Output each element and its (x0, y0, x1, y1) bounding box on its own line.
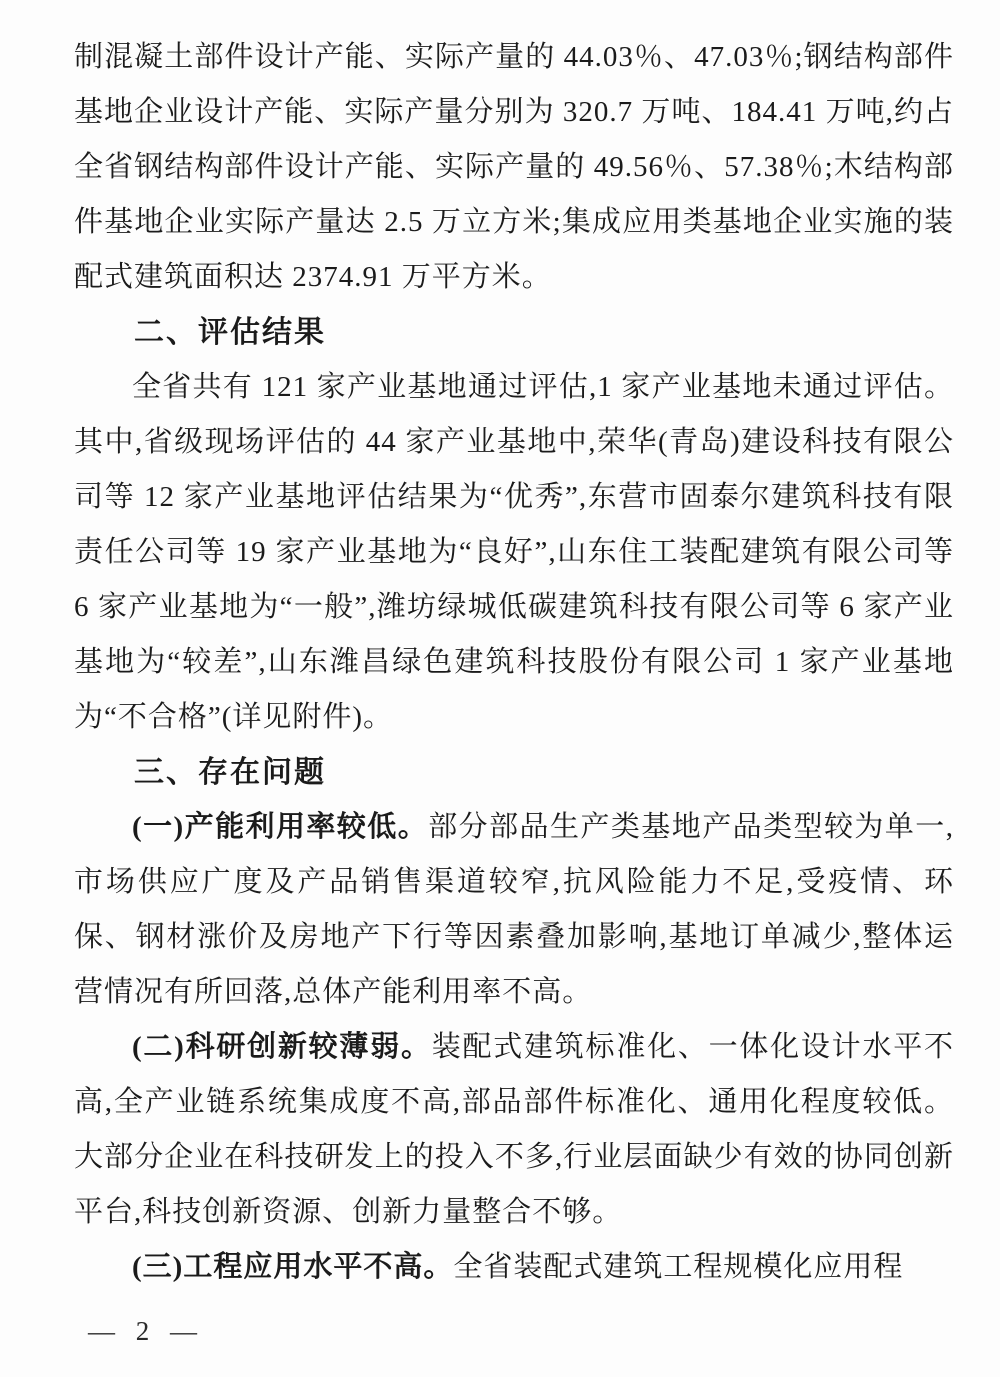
paragraph-issue-1 (74, 800, 954, 1020)
paragraph-evaluation-results: 全省共有 121 家产业基地通过评估,1 家产业基地未通过评估。其中,省级现场评估的 44 家产业基地中,荣华(青岛)建设科技有限公司等 12 家产业基地评估结果为“优秀”,东营市固泰尔建筑科技有限责任公司等 19 家产业基地为“良好”,山东住工装配建筑有限公司等 6 家产业基地为“一般”,潍坊绿城低碳建筑科技有限公司等 6 家产业基地为“较差”,山东潍昌绿色建筑科技股份有限公司 1 家产业基地为“不合格”(详见附件)。 (74, 371, 954, 733)
issue-1-lead: (一)产能利用率较低。 (132, 811, 429, 843)
heading-section-2-evaluation-results: 二、评估结果 (134, 316, 326, 349)
paragraph-issue-2 (74, 1020, 954, 1240)
issue-3-lead: (三)工程应用水平不高。 (132, 1251, 454, 1283)
page-footer (88, 1316, 204, 1347)
issue-1-text: 部分部品生产类基地产品类型较为单一,市场供应广度及产品销售渠道较窄,抗风险能力不足,受疫情、环保、钢材涨价及房地产下行等因素叠加影响,基地订单减少,整体运营情况有所回落,总体产能利用率不高。 (74, 811, 954, 1008)
page-number: — 2 — (88, 1316, 204, 1346)
issue-3-text: 全省装配式建筑工程规模化应用程 (453, 1251, 904, 1283)
issue-2-lead: (二)科研创新较薄弱。 (132, 1031, 432, 1063)
paragraph-capacity-statistics: 制混凝土部件设计产能、实际产量的 44.03％、47.03％;钢结构部件基地企业设计产能、实际产量分别为 320.7 万吨、184.41 万吨,约占全省钢结构部件设计产能、实际产量的 49.56％、57.38％;木结构部件基地企业实际产量达 2.5 万立方米;集成应用类基地企业实施的装配式建筑面积达 2374.91 万平方米。 (74, 41, 954, 293)
paragraph-issue-3 (74, 1240, 954, 1295)
heading-section-3-existing-problems: 三、存在问题 (134, 756, 326, 789)
issue-2-text: 装配式建筑标准化、一体化设计水平不高,全产业链系统集成度不高,部品部件标准化、通用化程度较低。大部分企业在科技研发上的投入不多,行业层面缺少有效的协同创新平台,科技创新资源、创新力量整合不够。 (74, 1031, 954, 1228)
